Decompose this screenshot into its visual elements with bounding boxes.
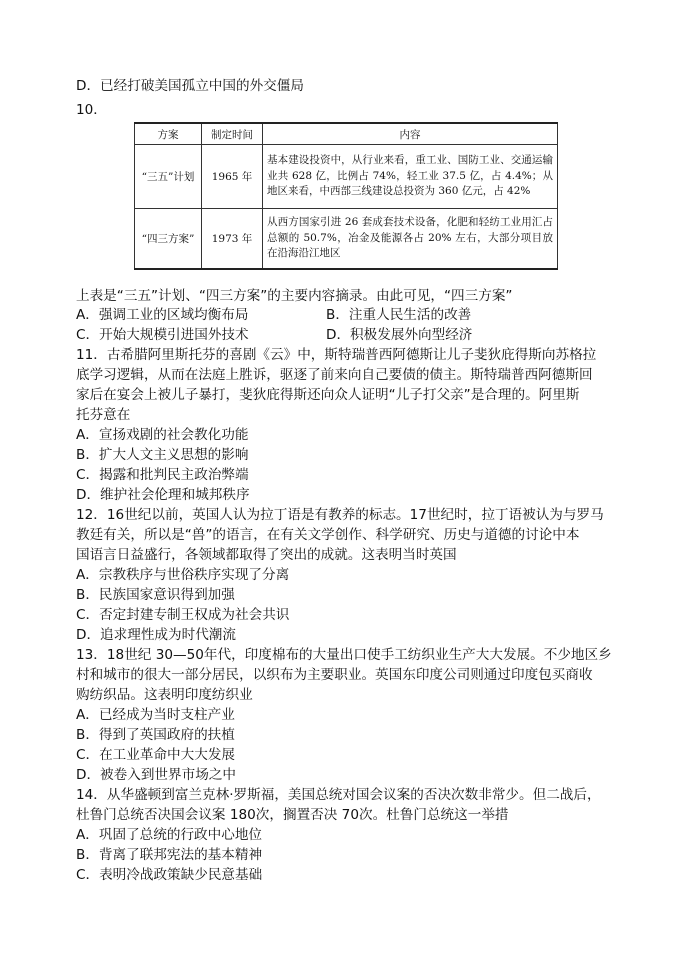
q12-stem-line: 12．16世纪以前，英国人认为拉丁语是有教养的标志。17世纪时，拉丁语被认为与罗马 xyxy=(76,507,604,523)
q13-option-a: A．已经成为当时支柱产业 xyxy=(76,707,235,723)
q11-stem-line: 11．古希腊阿里斯托芬的喜剧《云》中，斯特瑞普西阿德斯让儿子斐狄庇得斯向苏格拉 xyxy=(76,347,597,363)
table-header: 方案 xyxy=(135,123,202,145)
q10-option-c: C．开始大规模引进国外技术 xyxy=(76,327,249,343)
q14-option-b: B．背离了联邦宪法的基本精神 xyxy=(76,847,263,863)
q12-option-b: B．民族国家意识得到加强 xyxy=(76,587,235,603)
table-header: 制定时间 xyxy=(202,123,263,145)
plan-table xyxy=(134,122,558,270)
table-cell-year: 1965 年 xyxy=(202,145,263,209)
table-header: 内容 xyxy=(263,123,558,145)
table-cell-plan: “四三方案” xyxy=(135,209,202,269)
q12-option-d: D．追求理性成为时代潮流 xyxy=(76,627,236,643)
table-cell-plan: “三五”计划 xyxy=(135,145,202,209)
q12-option-c: C．否定封建专制王权成为社会共识 xyxy=(76,607,290,623)
q10-option-b: B．注重人民生活的改善 xyxy=(326,307,472,323)
q11-stem-line: 托芬意在 xyxy=(76,407,131,423)
q14-option-a: A．巩固了总统的行政中心地位 xyxy=(76,827,263,843)
q10-stem: 上表是“三五”计划、“四三方案”的主要内容摘录。由此可见，“四三方案” xyxy=(76,288,513,304)
q11-stem-line: 家后在宴会上被儿子暴打，斐狄庇得斯还向众人证明“儿子打父亲”是合理的。阿里斯 xyxy=(76,387,580,403)
q12-stem-line: 国语言日益盛行，各领域都取得了突出的成就。这表明当时英国 xyxy=(76,547,457,563)
q12-stem-line: 教廷有关，所以是“兽”的语言，在有关文学创作、科学研究、历史与道德的讨论中本 xyxy=(76,527,580,543)
q11-option-b: B．扩大人文主义思想的影响 xyxy=(76,447,249,463)
q10-number: 10． xyxy=(76,102,107,118)
q13-stem-line: 13．18世纪 30—50年代，印度棉布的大量出口使手工纺织业生产大大发展。不少地区乡 xyxy=(76,647,612,663)
q11-option-c: C．揭露和批判民主政治弊端 xyxy=(76,467,249,483)
q11-stem-line: 底学习逻辑，从而在法庭上胜诉，驱逐了前来向自己要债的债主。斯特瑞普西阿德斯回 xyxy=(76,367,593,383)
table-header-row xyxy=(135,123,558,145)
q9-option-d: D．已经打破美国孤立中国的外交僵局 xyxy=(76,78,304,94)
q13-stem-line: 村和城市的很大一部分居民，以织布为主要职业。英国东印度公司则通过印度包买商收 xyxy=(76,667,593,683)
q10-option-a: A．强调工业的区域均衡布局 xyxy=(76,307,249,323)
q11-option-a: A．宣扬戏剧的社会教化功能 xyxy=(76,427,249,443)
q13-option-d: D．被卷入到世界市场之中 xyxy=(76,767,236,783)
table-row xyxy=(135,209,558,269)
q14-option-c: C．表明冷战政策缺少民意基础 xyxy=(76,867,263,883)
q14-stem-line: 杜鲁门总统否决国会议案 180次，搁置否决 70次。杜鲁门总统这一举措 xyxy=(76,807,509,823)
table-cell-year: 1973 年 xyxy=(202,209,263,269)
q13-option-b: B．得到了英国政府的扶植 xyxy=(76,727,235,743)
q13-stem-line: 购纺织品。这表明印度纺织业 xyxy=(76,687,253,703)
table-row xyxy=(135,145,558,209)
q12-option-a: A．宗教秩序与世俗秩序实现了分离 xyxy=(76,567,290,583)
q10-option-d: D．积极发展外向型经济 xyxy=(326,327,473,343)
q13-option-c: C．在工业革命中大大发展 xyxy=(76,747,236,763)
table-cell-content: 从西方国家引进 26 套成套技术设备，化肥和轻纺工业用汇占总额的 50.7%，冶金及能源各占 20% 左右，大部分项目放在沿海沿江地区 xyxy=(263,209,558,269)
table-cell-content: 基本建设投资中，从行业来看，重工业、国防工业、交通运输业共 628 亿，比例占 74%，轻工业 37.5 亿，占 4.4%；从地区来看，中西部三线建设总投资为 360 亿元，占 42% xyxy=(263,145,558,209)
q11-option-d: D．维护社会伦理和城邦秩序 xyxy=(76,487,250,503)
q14-stem-line: 14．从华盛顿到富兰克林·罗斯福，美国总统对国会议案的否决次数非常少。但二战后， xyxy=(76,787,601,803)
